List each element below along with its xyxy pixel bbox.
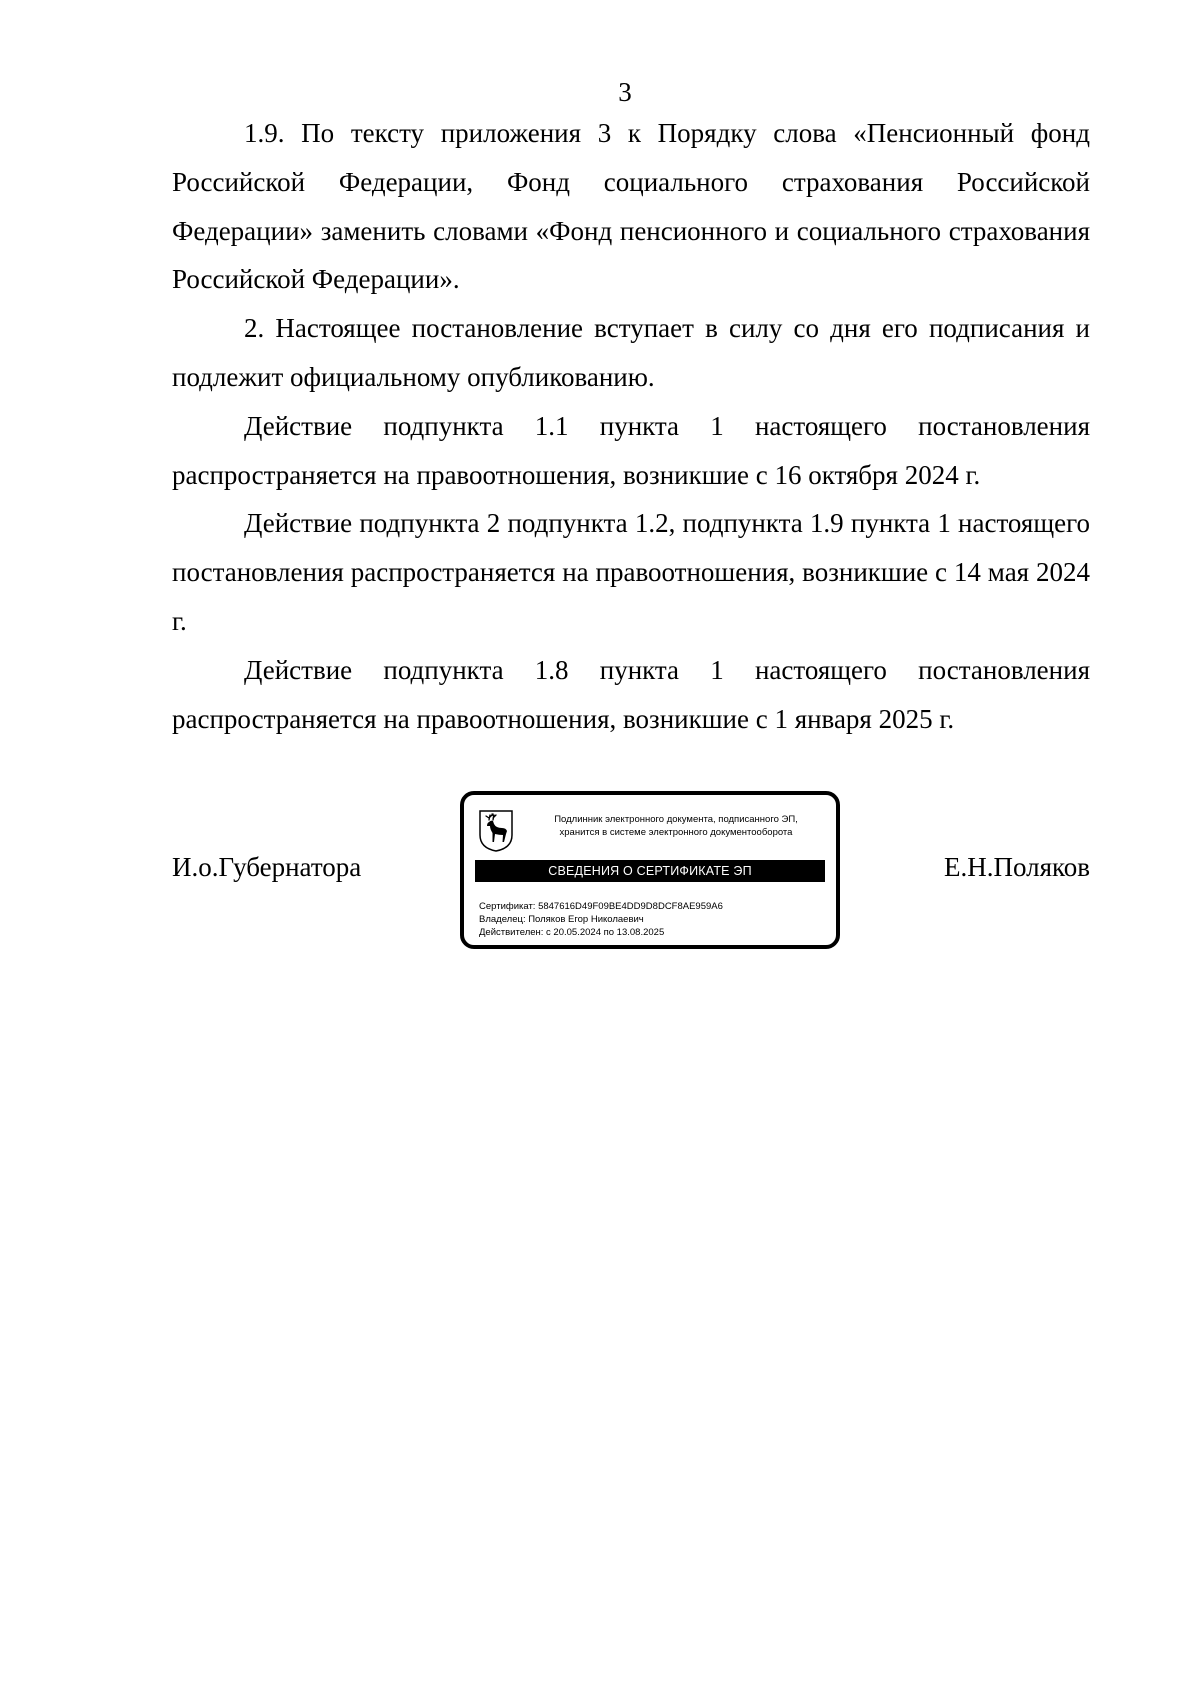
paragraph-2: 2. Настоящее постановление вступает в силу со дня его подписания и подлежит официальному опубликованию. <box>172 313 1090 392</box>
certificate-owner: Владелец: Поляков Егор Николаевич <box>479 914 644 925</box>
certificate-info-bar: СВЕДЕНИЯ О СЕРТИФИКАТЕ ЭП <box>475 860 825 882</box>
paragraph-effect-1-8: Действие подпункта 1.8 пункта 1 настоящего постановления распространяется на правоотношения, возникшие с 1 января 2025 г. <box>172 654 1090 734</box>
paragraph-effect-1-2-1-9: Действие подпункта 2 подпункта 1.2, подпункта 1.9 пункта 1 настоящего постановления распространяется на правоотношения, возникшие с 14 мая 2024 г. <box>172 508 1090 636</box>
paragraph-1-9: 1.9. По тексту приложения 3 к Порядку слова «Пенсионный фонд Российской Федерации, Фонд социального страхования Российской Федерации» заменить словами «Фонд пенсионного и социального страхования Российской Федерации». <box>172 118 1090 295</box>
certificate-number: Сертификат: 5847616D49F09BE4DD9D8DCF8AE959A6 <box>479 901 723 912</box>
signatory-title: И.о.Губернатора <box>172 852 362 882</box>
page-number: 3 <box>618 77 632 107</box>
stamp-header-line-2: хранится в системе электронного документооборота <box>559 827 793 838</box>
signatory-name: Е.Н.Поляков <box>943 852 1090 882</box>
certificate-details <box>479 900 723 939</box>
certificate-validity: Действителен: с 20.05.2024 по 13.08.2025 <box>479 927 665 938</box>
stamp-header-line-1: Подлинник электронного документа, подписанного ЭП, <box>554 814 798 825</box>
paragraph-effect-1-1: Действие подпункта 1.1 пункта 1 настоящего постановления распространяется на правоотношения, возникшие с 16 октября 2024 г. <box>172 410 1090 490</box>
document-body <box>172 109 1090 743</box>
electronic-signature-stamp <box>460 791 840 949</box>
deer-coat-of-arms-icon <box>478 809 514 853</box>
stamp-header <box>526 813 826 839</box>
